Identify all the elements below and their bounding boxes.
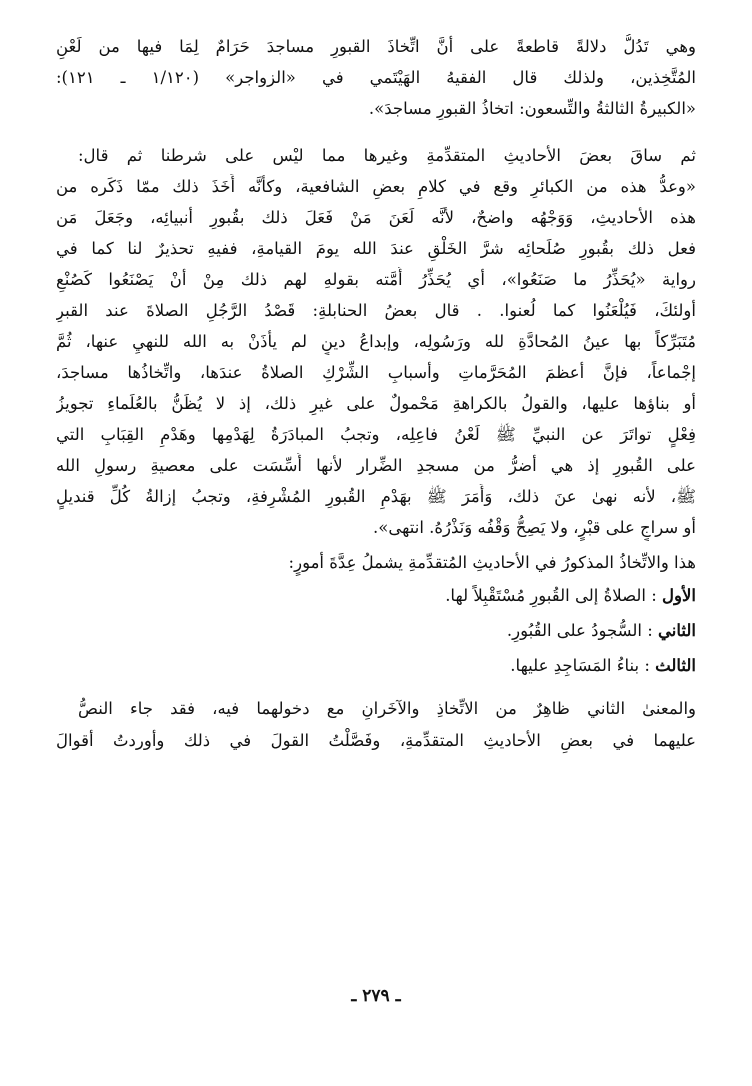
text-line-9: أولئكَ، فَيُلْعَنُوا كما لُعنوا. . قال بعضُ الحنابلةِ: قَصْدُ الرَّجُلِ الصلاةَ عند القبرِ: [56, 301, 696, 320]
list-label-separator: :: [639, 656, 656, 675]
text-line-22: عليهما في بعضِ الأحاديثِ المتقدِّمةِ، وفَصَّلْتُ القولَ في ذلك وأوردتُ أقوالَ: [56, 731, 696, 750]
text-line-16: أو سراجٍ على قبْرٍ، ولا يَصِحُّ وَقْفُه وَنَذْرُهُ. انتهى».: [373, 518, 696, 537]
text-line-7: فعل ذلك بقُبورِ صُلَحائِه شرَّ الخَلْقِ عندَ الله يومَ القيامةِ، ففيهِ تحذيرٌ لنا كما في: [56, 239, 696, 258]
list-label-third: الثالث: [655, 656, 696, 675]
list-label-separator: :: [641, 621, 659, 640]
text-line-1: وهي تَدُلُّ دلالةً قاطعةً على أنَّ اتِّخاذَ القبورِ مساجدَ حَرَامٌ لِمَا فيها من لَعْنِ: [56, 37, 696, 56]
text-line-4: ثم ساقَ بعضَ الأحاديثِ المتقدِّمةِ وغيرها مما ليْس على شرطنا ثم قال:: [78, 146, 696, 165]
text-line-5: «وعدُّ هذه من الكبائرِ وقع في كلامِ بعضِ الشافعية، وكأنَّه أَخَذَ ذلك ممّا ذَكَره من: [56, 177, 696, 196]
list-item-second: [78, 618, 696, 644]
list-text-second: السُّجودُ على القُبُورِ.: [506, 621, 642, 640]
list-text-first: الصلاةُ إلى القُبورِ مُسْتَقْبِلاً لها.: [445, 586, 646, 605]
list-item-first: [78, 583, 696, 609]
text-line-10: مُتَبَرِّكاً بها عينُ المُحادَّةِ لله ورَسُولِه، وإبداعُ دينٍ لم يأْذَنْ به الله للنهيِ عنها، ثُمَّ: [56, 332, 696, 351]
list-label-first: الأول: [662, 586, 696, 605]
text-line-3: «الكبيرةُ الثالثةُ والتِّسعون: اتخاذُ القبورِ مساجدَ».: [368, 99, 696, 118]
text-line-14: على القُبورِ إذ هي أضرُّ من مسجدِ الضِّرار لأنها أُسِّسَت على معصيةِ رسولِ الله: [56, 456, 696, 475]
list-label-second: الثاني: [658, 621, 696, 640]
text-line-8: رواية «يُحَذِّرُ ما صَنَعُوا»، أي يُحَذِّرُ أُمَّته بقولهِ لهم ذلك مِنْ أنْ يَصْنَعُوا كَصُنْعِ: [56, 270, 696, 289]
text-line-12: أو بناؤها عليها، والقولُ بالكراهةِ مَحْمولٌ على غيرِ ذلك، إذ لا يُظَنُّ بالعُلَماءِ تجويزُ: [56, 394, 696, 413]
page-number: ـ ٢٧٩ ـ: [351, 986, 401, 1006]
text-line-11: إجْماعاً، فإنَّ أعظمَ المُحَرَّماتِ وأسبابِ الشِّرْكِ الصلاةُ عندَها، واتِّخاذُها مساجدَ،: [56, 363, 696, 382]
text-line-13: فِعْلٍ تواتَرَ عن النبيِّ ﷺ لَعْنُ فاعِلِه، وتجبُ المبادَرَةُ لِهَدْمِها وهَدْمِ القِبَابِ التي: [56, 425, 696, 444]
list-text-third: بناءُ المَسَاجِدِ عليها.: [510, 656, 640, 675]
text-line-21: والمعنىٰ الثاني ظاهِرٌ من الاتِّخاذِ والآخَرانِ مع دخولهما فيه، فقد جاء النصُّ: [78, 699, 696, 718]
text-line-15: ﷺ، لأنه نهىٰ عنَ ذلك، وَأَمَرَ ﷺ بهَدْمِ القُبورِ المُشْرِفةِ، وتجبُ إزالةُ كُلِّ قنديلٍ: [56, 487, 696, 506]
text-line-6: هذه الأحاديثِ، وَوَجْهُه واضحٌ، لأنَّه لَعَنَ مَنْ فَعَلَ ذلك بقُبورِ أنبيائِه، وجَعَلَ مَن: [56, 208, 696, 227]
text-line-17: هذا والاتِّخاذُ المذكورُ في الأحاديثِ المُتقدِّمةِ يشملُ عِدَّةَ أمورٍ:: [288, 553, 696, 572]
list-item-third: [78, 653, 696, 679]
list-label-separator: :: [645, 586, 663, 605]
text-line-2: المُتَّخِذين، ولذلك قال الفقيهُ الهَيْتَمي في «الزواجر» (١/١٢٠ ـ ١٢١):: [56, 68, 696, 87]
